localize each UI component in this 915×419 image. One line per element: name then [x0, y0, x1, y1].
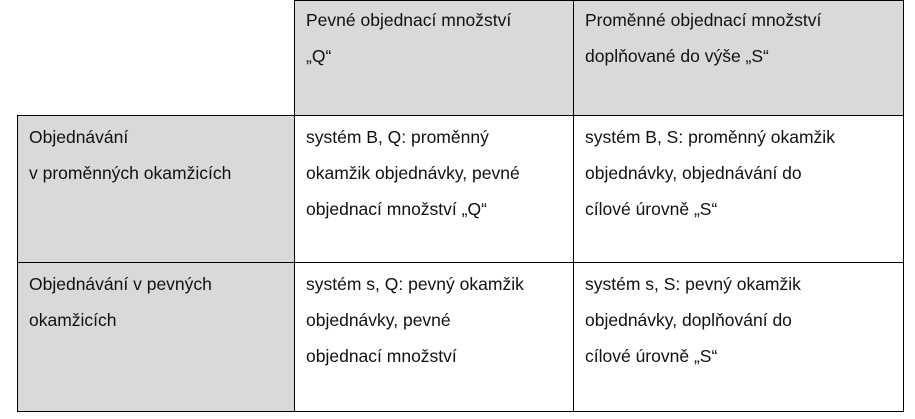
table-border-right — [903, 0, 904, 412]
cell-system-b-s — [573, 115, 903, 262]
row-label-line: v proměnných okamžicích — [29, 163, 232, 183]
row-label-variable-times — [17, 115, 294, 262]
cell-system-s-q — [294, 262, 573, 411]
cell-line: systém s, Q: pevný okamžik — [306, 274, 524, 294]
row-label-line: Objednávání v pevných — [29, 274, 212, 294]
cell-line: systém B, S: proměnný okamžik — [585, 127, 835, 147]
cell-line: objednací množství — [306, 346, 457, 366]
header-line: Proměnné objednací množství — [585, 10, 822, 30]
row-label-line: okamžicích — [29, 310, 117, 330]
table-border-bottom — [17, 411, 904, 412]
cell-line: systém s, S: pevný okamžik — [585, 274, 801, 294]
header-cell-variable-quantity — [573, 0, 903, 115]
header-cell-fixed-quantity — [294, 0, 573, 115]
cell-line: cílové úrovně „S“ — [585, 199, 718, 219]
table-border-row-divider — [17, 262, 904, 263]
cell-line: okamžik objednávky, pevné — [306, 163, 520, 183]
cell-line: cílové úrovně „S“ — [585, 346, 718, 366]
header-line: „Q“ — [306, 46, 332, 66]
table-border-col-divider-1 — [294, 0, 295, 412]
table-border-header-bottom — [17, 115, 904, 116]
cell-line: objednávky, objednávání do — [585, 163, 802, 183]
cell-line: objednávky, pevné — [306, 310, 451, 330]
row-label-fixed-times — [17, 262, 294, 411]
header-line: doplňované do výše „S“ — [585, 46, 769, 66]
table-border-col-divider-2 — [573, 0, 574, 412]
cell-line: systém B, Q: proměnný — [306, 127, 489, 147]
row-label-line: Objednávání — [29, 127, 129, 147]
header-line: Pevné objednací množství — [306, 10, 512, 30]
cell-system-s-s — [573, 262, 903, 411]
cell-line: objednací množství „Q“ — [306, 199, 487, 219]
cell-line: objednávky, doplňování do — [585, 310, 792, 330]
cell-system-b-q — [294, 115, 573, 262]
table-border-left — [17, 115, 18, 412]
table-border-top — [294, 0, 904, 1]
